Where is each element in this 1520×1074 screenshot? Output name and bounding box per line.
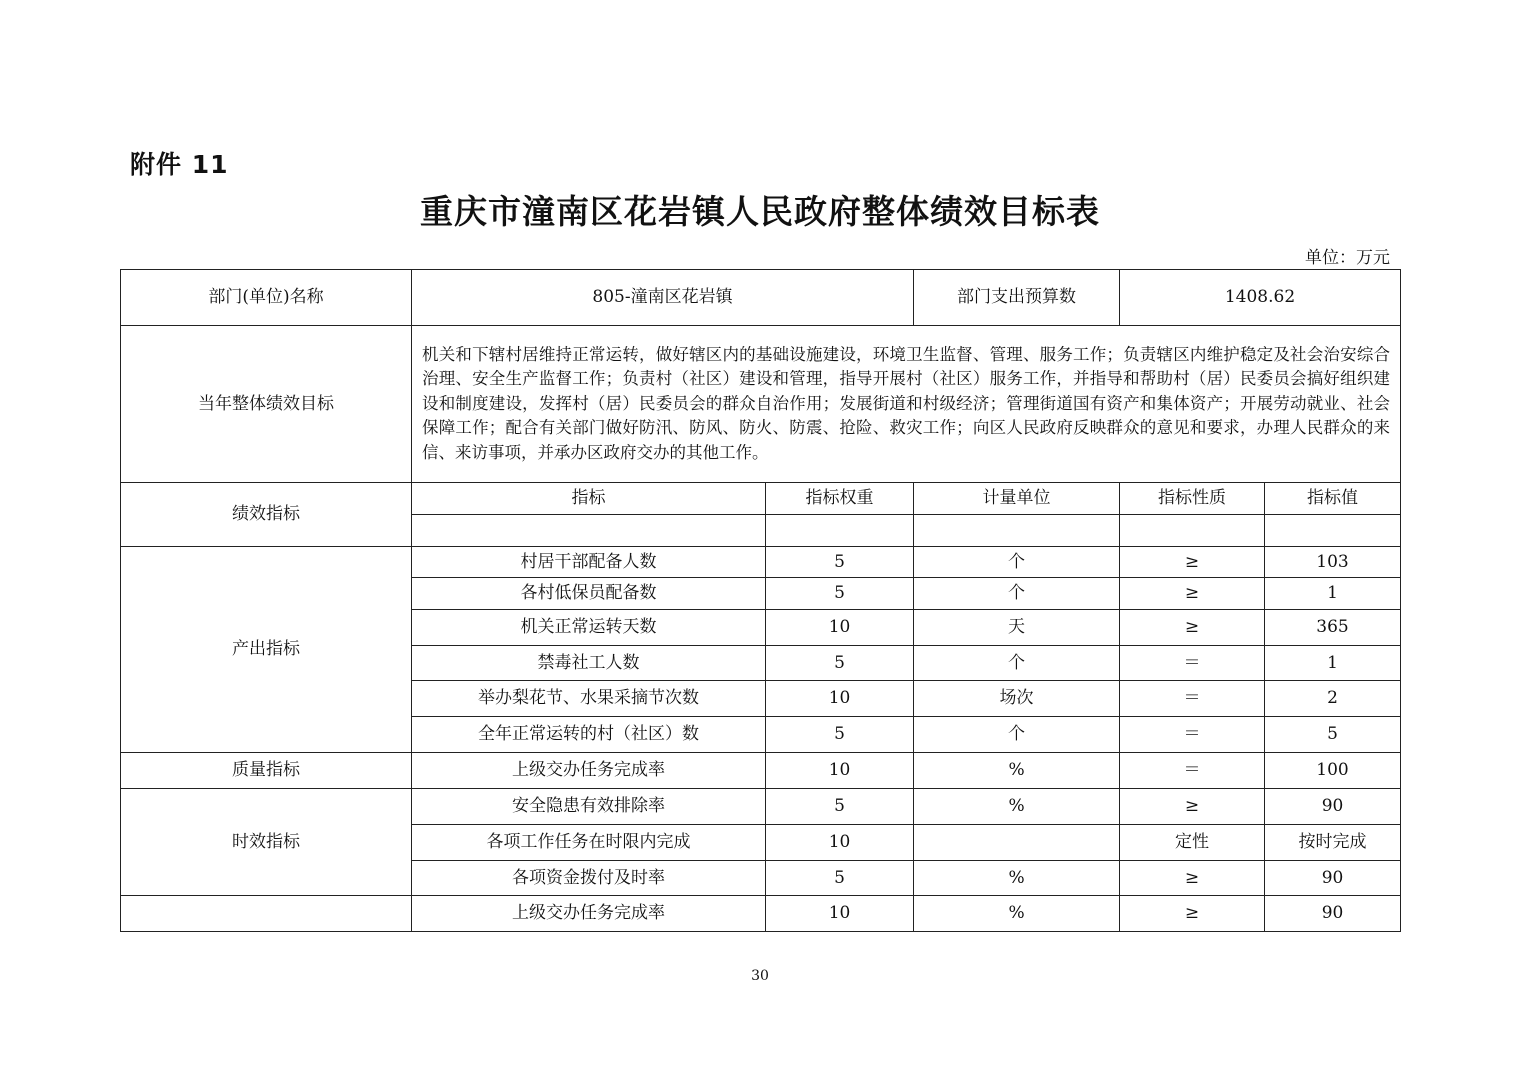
indicator-value: 90 (1265, 861, 1401, 896)
goal-label: 当年整体绩效目标 (121, 326, 412, 483)
indicator-nature: ＝ (1120, 646, 1265, 681)
indicator-name: 村居干部配备人数 (412, 547, 766, 578)
indicator-unit: % (914, 861, 1120, 896)
indicator-name: 各村低保员配备数 (412, 578, 766, 610)
indicator-unit: 场次 (914, 681, 1120, 717)
indicator-weight: 5 (766, 646, 914, 681)
indicator-weight: 5 (766, 861, 914, 896)
dept-label: 部门(单位)名称 (121, 270, 412, 326)
indicator-nature: ≥ (1120, 547, 1265, 578)
indicator-name: 全年正常运转的村（社区）数 (412, 717, 766, 753)
indicator-weight: 5 (766, 789, 914, 825)
indicator-unit: 个 (914, 717, 1120, 753)
group-label-quality: 质量指标 (121, 753, 412, 789)
indicator-weight: 10 (766, 610, 914, 646)
group-label-timeliness: 时效指标 (121, 789, 412, 896)
indicator-value: 2 (1265, 681, 1401, 717)
indicator-unit: % (914, 896, 1120, 932)
indicator-weight: 10 (766, 681, 914, 717)
page-number: 30 (751, 968, 769, 984)
indicator-nature: 定性 (1120, 825, 1265, 861)
dept-row (121, 270, 1401, 326)
goal-text: 机关和下辖村居维持正常运转，做好辖区内的基础设施建设，环境卫生监督、管理、服务工作；负责辖区内维护稳定及社会治安综合治理、安全生产监督工作；负责村（社区）建设和管理，指导开展村（社区）服务工作，并指导和帮助村（居）民委员会搞好组织建设和制度建设，发挥村（居）民委员会的群众自治作用；发展街道和村级经济；管理街道国有资产和集体资产；开展劳动就业、社会保障工作；配合有关部门做好防汛、防风、防火、防震、抢险、救灾工作；向区人民政府反映群众的意见和要求，办理人民群众的来信、来访事项，并承办区政府交办的其他工作。 (412, 326, 1401, 483)
indicator-value: 按时完成 (1265, 825, 1401, 861)
indicator-name: 机关正常运转天数 (412, 610, 766, 646)
budget-label: 部门支出预算数 (914, 270, 1120, 326)
column-header-nature: 指标性质 (1120, 483, 1265, 515)
indicator-name: 上级交办任务完成率 (412, 896, 766, 932)
indicator-nature: ≥ (1120, 861, 1265, 896)
blank-cell (412, 515, 766, 547)
indicator-nature: ≥ (1120, 896, 1265, 932)
indicator-unit: 个 (914, 547, 1120, 578)
indicator-unit: 个 (914, 646, 1120, 681)
column-header-indicator: 指标 (412, 483, 766, 515)
indicator-name: 各项资金拨付及时率 (412, 861, 766, 896)
budget-value: 1408.62 (1120, 270, 1401, 326)
goal-row (121, 326, 1401, 483)
indicator-name: 举办梨花节、水果采摘节次数 (412, 681, 766, 717)
indicator-name: 各项工作任务在时限内完成 (412, 825, 766, 861)
indicator-weight: 5 (766, 578, 914, 610)
indicator-unit: % (914, 753, 1120, 789)
indicator-unit: 个 (914, 578, 1120, 610)
indicator-nature: ≥ (1120, 578, 1265, 610)
table-row (121, 896, 1401, 932)
indicator-weight: 5 (766, 717, 914, 753)
indicator-name: 上级交办任务完成率 (412, 753, 766, 789)
column-header-weight: 指标权重 (766, 483, 914, 515)
indicator-value: 5 (1265, 717, 1401, 753)
indicator-nature: ＝ (1120, 681, 1265, 717)
table-row (121, 547, 1401, 578)
table-row (121, 789, 1401, 825)
group-label-output: 产出指标 (121, 547, 412, 753)
indicator-header-row (121, 483, 1401, 515)
dept-value: 805-潼南区花岩镇 (412, 270, 914, 326)
blank-cell (766, 515, 914, 547)
indicator-weight: 10 (766, 753, 914, 789)
column-header-value: 指标值 (1265, 483, 1401, 515)
indicator-nature: ＝ (1120, 753, 1265, 789)
indicator-nature: ＝ (1120, 717, 1265, 753)
indicator-value: 90 (1265, 789, 1401, 825)
indicator-unit: 天 (914, 610, 1120, 646)
indicator-value: 365 (1265, 610, 1401, 646)
page-title: 重庆市潼南区花岩镇人民政府整体绩效目标表 (420, 192, 1100, 231)
unit-label: 单位：万元 (1305, 248, 1390, 268)
indicator-nature: ≥ (1120, 789, 1265, 825)
indicator-unit: % (914, 789, 1120, 825)
blank-cell (914, 515, 1120, 547)
indicator-name: 安全隐患有效排除率 (412, 789, 766, 825)
column-header-unit: 计量单位 (914, 483, 1120, 515)
group-label-empty (121, 896, 412, 932)
indicator-unit (914, 825, 1120, 861)
table-row (121, 753, 1401, 789)
blank-cell (1120, 515, 1265, 547)
indicator-label: 绩效指标 (121, 483, 412, 547)
indicator-value: 1 (1265, 578, 1401, 610)
indicator-value: 90 (1265, 896, 1401, 932)
indicator-weight: 10 (766, 825, 914, 861)
indicator-name: 禁毒社工人数 (412, 646, 766, 681)
attachment-label: 附件 11 (130, 150, 229, 179)
indicator-value: 103 (1265, 547, 1401, 578)
blank-cell (1265, 515, 1401, 547)
indicator-nature: ≥ (1120, 610, 1265, 646)
indicator-weight: 10 (766, 896, 914, 932)
indicator-value: 1 (1265, 646, 1401, 681)
indicator-weight: 5 (766, 547, 914, 578)
indicator-value: 100 (1265, 753, 1401, 789)
performance-table (120, 269, 1401, 932)
